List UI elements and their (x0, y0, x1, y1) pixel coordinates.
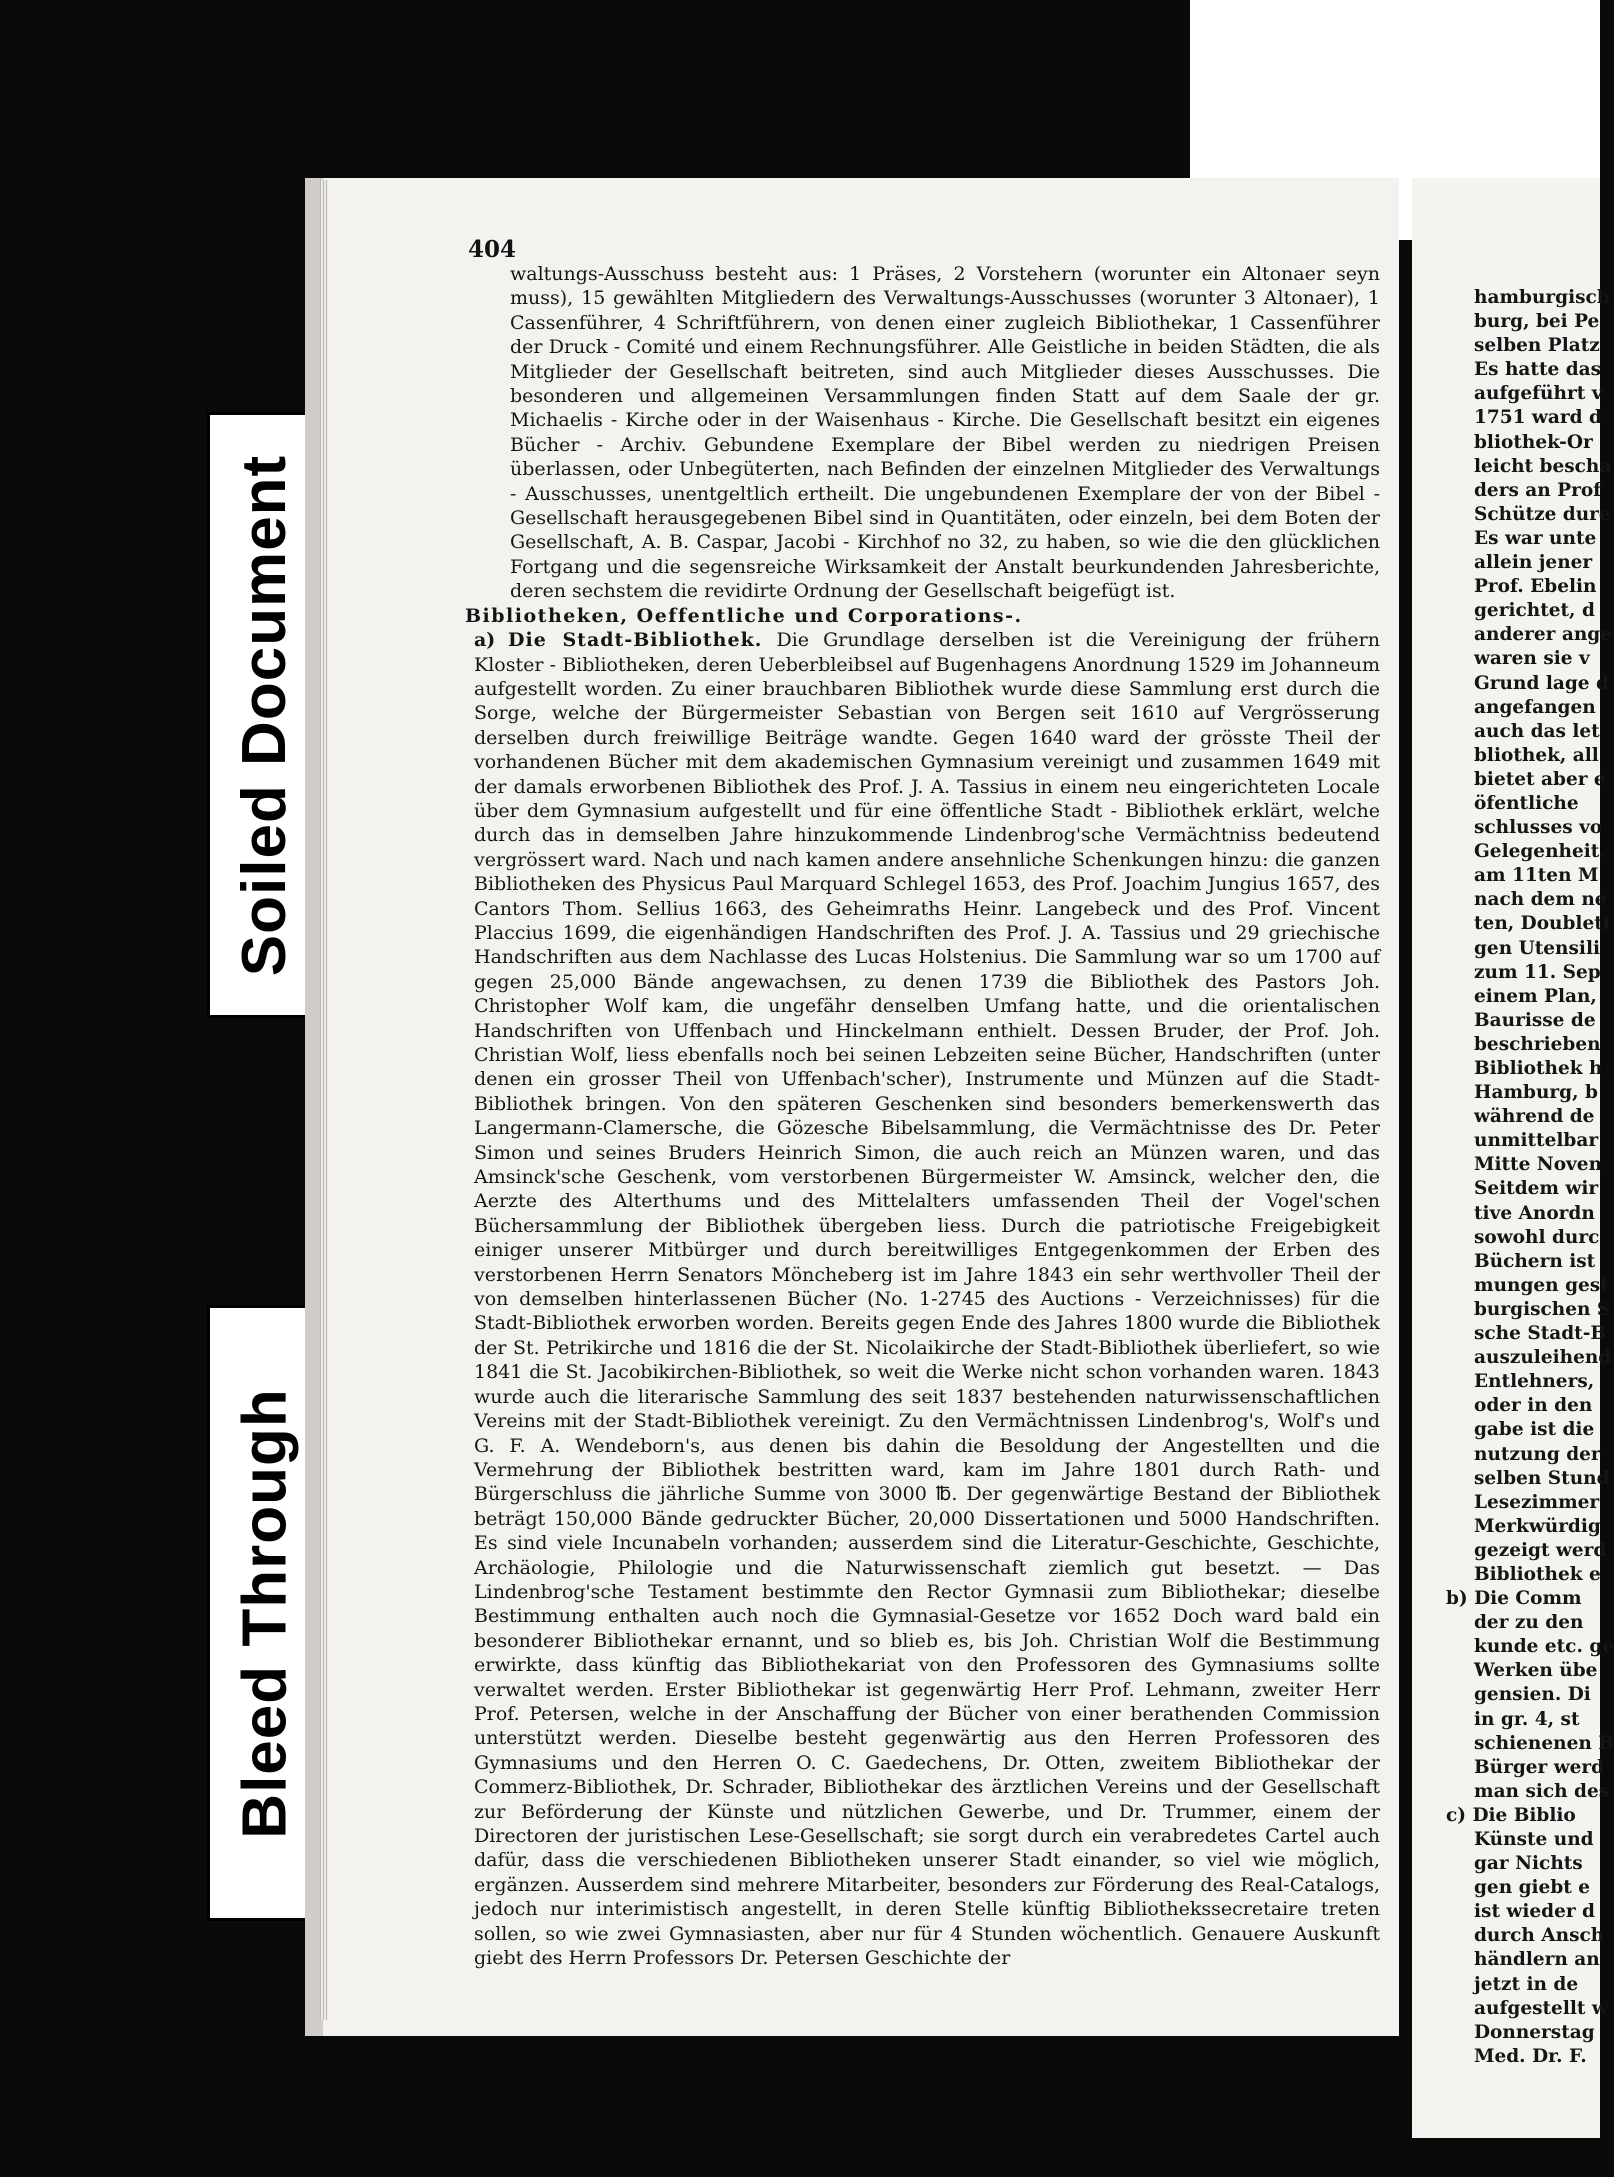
facing-page-line: schlusses vo (1474, 817, 1603, 839)
facing-page-line: öfentliche (1474, 792, 1579, 814)
page-text (465, 262, 1380, 1970)
facing-page-line: burgischen S (1474, 1298, 1611, 1320)
facing-page-line: c) Die Biblio (1446, 1804, 1576, 1826)
facing-page-line: nach dem ne (1474, 889, 1607, 911)
facing-page-line: waren sie v (1474, 648, 1590, 670)
facing-page-line: in gr. 4, st (1474, 1708, 1580, 1730)
facing-page-line: durch Ansch (1474, 1925, 1605, 1947)
facing-page-line: Merkwürdig (1474, 1515, 1601, 1537)
facing-page-line: auch das let (1474, 720, 1600, 742)
facing-page-line: gezeigt werd (1474, 1539, 1607, 1561)
facing-page-line: Werken übe (1474, 1660, 1598, 1682)
facing-page-line: ders an Prof (1474, 479, 1602, 501)
page-edge (320, 180, 328, 2020)
facing-page-line: Grund lage d (1474, 672, 1609, 694)
facing-page-line: bietet aber e (1474, 768, 1606, 790)
facing-page-line: oder in den (1474, 1395, 1593, 1417)
facing-page-line: unmittelbar (1474, 1130, 1599, 1152)
facing-page-line: sowohl durc (1474, 1226, 1600, 1248)
facing-page-line: ten, Doublett (1474, 913, 1612, 935)
facing-page-line: Seitdem wir (1474, 1178, 1599, 1200)
facing-page-line: gensien. Di (1474, 1684, 1591, 1706)
facing-page-line: b) Die Comm (1446, 1588, 1582, 1610)
facing-page-text (1446, 286, 1614, 2069)
facing-page-line: Prof. Ebelin (1474, 576, 1597, 598)
item-lead: Die Stadt-Bibliothek. (508, 629, 763, 652)
facing-page-line: der zu den (1474, 1612, 1584, 1634)
facing-page-line: anderer ange (1474, 624, 1612, 646)
facing-page-line: mungen gest (1474, 1274, 1609, 1296)
facing-page-line: gabe ist die (1474, 1419, 1595, 1441)
facing-page-line: aufgestellt w (1474, 1997, 1608, 2019)
facing-page-line: schienenen B (1474, 1732, 1614, 1754)
soiled-document-text: Soiled Document (230, 454, 300, 976)
facing-page-line: man sich des (1474, 1780, 1610, 1802)
facing-page-line: Hamburg, b (1474, 1082, 1598, 1104)
facing-page-line: ist wieder d (1474, 1901, 1595, 1923)
facing-page-line: tive Anordn (1474, 1202, 1595, 1224)
facing-page (1412, 178, 1614, 2138)
facing-page-line: Schütze dure (1474, 503, 1611, 525)
facing-page-line: beschrieben (1474, 1033, 1601, 1055)
facing-page-line: hamburgisch (1474, 287, 1611, 308)
section-heading: Bibliotheken, Oeffentliche und Corporations-. (465, 604, 1023, 627)
facing-page-line: Gelegenheit. (1474, 841, 1606, 863)
facing-page-line: Bürger werd (1474, 1756, 1605, 1778)
facing-page-line: Es war unte (1474, 527, 1597, 549)
facing-page-line: leicht bescha (1474, 455, 1612, 477)
facing-page-line: Med. Dr. F. (1474, 2045, 1587, 2067)
item-text: Die Grundlage derselben ist die Vereinigung der frühern Kloster - Bibliotheken, deren Ueberbleibsel auf Bugenhagens Anordnung 1529 im Johanneum aufgestellt worden. Zu einer brauchbaren Bibliothek wurde diese Sammlung erst durch die Sorge, welche der Bürgermeister Sebastian von Bergen seit 1610 auf Vergrösserung derselben durch freiwillige Beiträge wandte. Gegen 1640 ward der grösste Theil der vorhandenen Bücher mit dem akademischen Gymnasium vereinigt und zusammen 1649 mit der damals erworbenen Bibliothek des Prof. J. A. Tassius in einem neu eingerichteten Locale über dem Gymnasium aufgestellt und für eine öffentliche Stadt - Bibliothek erklärt, welche durch das in demselben Jahre hinzukommende Lindenbrog'sche Vermächtniss bedeutend vergrössert ward. Nach und nach kamen andere ansehnliche Schenkungen hinzu: die ganzen Bibliotheken des Physicus Paul Marquard Schlegel 1653, des Prof. Joachim Jungius 1657, des Cantors Thom. Sellius 1663, des Geheimraths Heinr. Langebeck und des Prof. Vincent Placcius 1699, die eigenhändigen Handschriften des Prof. J. A. Tassius und 29 griechische Handschriften aus dem Nachlasse des Lucas Holstenius. Die Sammlung war so um 1700 auf gegen 25,000 Bände angewachsen, zu denen 1739 die Bibliothek des Pastors Joh. Christopher Wolf kam, die ungefähr denselben Umfang hatte, und die orientalischen Handschriften von Uffenbach und Hinckelmann enthielt. Dessen Bruder, der Prof. Joh. Christian Wolf, liess ebenfalls noch bei seinen Lebzeiten seine Bücher, Handschriften (unter denen ein grosser Theil von Uffenbach'scher), Instrumente und Münzen auf die Stadt-Bibliothek bringen. Von den späteren Geschenken sind besonders bemerkenswerth das Langermann-Clamersche, die Gözesche Bibelsammlung, die Vermächtnisse des Dr. Peter Simon und seines Bruders Heinrich Simon, die auch reich an Münzen waren, und das Amsinck'sche Geschenk, vom verstorbenen Bürgermeister W. Amsinck, welcher den, die Aerzte des Alterthums und des Mittelalters umfassenden Theil der Vogel'schen Büchersammlung der Bibliothek übergeben liess. Durch die patriotische Freigebigkeit einiger unserer Mitbürger und durch bereitwilliges Entgegenkommen der Erben des verstorbenen Herrn Senators Möncheberg ist im Jahre 1843 ein sehr werthvoller Theil der von demselben hinterlassenen Bücher (No. 1-2745 des Auctions - Verzeichnisses) für die Stadt-Bibliothek erworben worden. Bereits gegen Ende des Jahres 1800 wurde die Bibliothek der St. Petrikirche und 1816 die der St. Nicolaikirche der Stadt-Bibliothek überliefert, so wie 1841 die St. Jacobikirchen-Bibliothek, so weit die Werke nicht schon vorhanden waren. 1843 wurde auch die literarische Sammlung des seit 1837 bestehenden naturwissenschaftlichen Vereins mit der Stadt-Bibliothek vereinigt. Zu den Vermächtnissen Lindenbrog's, Wolf's und G. F. A. Wendeborn's, aus denen bis dahin die Besoldung der Angestellten und die Vermehrung der Bibliothek bestritten ward, kam im Jahre 1801 durch Rath- und Bürgerschluss die jährliche Summe von 3000 ℔. Der gegenwärtige Bestand der Bibliothek beträgt 150,000 Bände gedruckter Bücher, 20,000 Dissertationen und 5000 Handschriften. Es sind viele Incunabeln vorhanden; ausserdem sind die Literatur-Geschichte, Geschichte, Archäologie, Philologie und die Naturwissenschaft ziemlich gut besetzt. — Das Lindenbrog'sche Testament bestimmte den Rector Gymnasii zum Bibliothekar; dieselbe Bestimmung enthalten auch noch die Gymnasial-Gesetze vor 1652 Doch ward bald ein besonderer Bibliothekar ernannt, und so blieb es, bis Joh. Christian Wolf die Bestimmung erwirkte, dass künftig das Bibliothekariat von den Professoren des Gymnasiums sollte verwaltet werden. Erster Bibliothekar ist gegenwärtig Herr Prof. Lehmann, zweiter Herr Prof. Petersen, welche in der Anschaffung der Bücher von einer berathenden Commission unterstützt werden. Dieselbe besteht gegenwärtig aus den Herren Professoren des Gymnasiums und den Herren O. C. Gaedechens, Dr. Otten, zweitem Bibliothekar der Commerz-Bibliothek, Dr. Schrader, Bibliothekar des ärztlichen Vereins und der Gesellschaft zur Beförderung der Künste und nützlichen Gewerbe, und Dr. Trummer, einem der Directoren der juristischen Lese-Gesellschaft; sie sorgt durch ein verabredetes Cartel auch dafür, dass die verschiedenen Bibliotheken unserer Stadt einander, so viel wie möglich, ergänzen. Ausserdem sind mehrere Mitarbeiter, besonders zur Förderung des Real-Catalogs, jedoch nur interimistisch angestellt, in deren Stelle künftig Bibliothekssecretaire treten sollen, so wie zwei Gymnasiasten, aber nur für 4 Stunden wöchentlich. Genauere Auskunft giebt des Herrn Professors Dr. Petersen Geschichte der (474, 629, 1380, 1970)
facing-page-line: 1751 ward d (1474, 407, 1602, 429)
facing-page-line: händlern an (1474, 1949, 1600, 1971)
page-number: 404 (468, 236, 517, 263)
facing-page-line: gar Nichts (1474, 1853, 1583, 1875)
facing-page-line: allein jener (1474, 552, 1593, 574)
facing-page-line: Bibliothek e (1474, 1563, 1601, 1585)
facing-page-line: gerichtet, d (1474, 600, 1595, 622)
facing-page-line: burg, bei Pe (1474, 311, 1600, 333)
facing-page-line: Donnerstag (1474, 2021, 1595, 2043)
facing-page-line: jetzt in de (1474, 1973, 1579, 1995)
facing-page-line: zum 11. Sep (1474, 961, 1601, 983)
facing-page-line: Baurisse de (1474, 1009, 1596, 1031)
facing-page-line: Entlehners, (1474, 1371, 1595, 1393)
facing-page-line: gen Utensili (1474, 937, 1600, 959)
facing-page-line: angefangen (1474, 696, 1596, 718)
facing-page-line: aufgeführt v (1474, 383, 1603, 405)
facing-page-line: Bibliothek h (1474, 1058, 1603, 1079)
list-item-a (474, 628, 1380, 1970)
item-marker: a) (474, 629, 496, 652)
facing-page-line: auszuleihend (1474, 1347, 1612, 1369)
facing-page-line: am 11ten M (1474, 865, 1599, 887)
facing-page-line: Es hatte das (1474, 359, 1602, 381)
facing-page-line: Mitte Noven (1474, 1154, 1603, 1176)
facing-page-line: gen giebt e (1474, 1877, 1591, 1899)
facing-page-line: nutzung der (1474, 1443, 1601, 1465)
facing-page-line: während de (1474, 1106, 1595, 1128)
facing-page-line: Lesezimmer (1474, 1491, 1600, 1513)
bleed-through-text: Bleed Through (230, 1387, 300, 1839)
facing-page-line: sche Stadt-B (1474, 1323, 1607, 1345)
paragraph-bible-society: waltungs-Ausschuss besteht aus: 1 Präses, 2 Vorstehern (worunter ein Altonaer seyn muss), 15 gewählten Mitgliedern des Verwaltungs-Ausschusses (worunter 3 Altonaer), 1 Cassenführer, 4 Schriftführern, von denen einer zugleich Bibliothekar, 1 Cassenführer der Druck - Comité und einem Rechnungsführer. Alle Geistliche in beiden Städten, die als Mitglieder der Gesellschaft beitreten, sind auch Mitglieder dieses Ausschusses. Die besonderen und allgemeinen Versammlungen finden Statt auf dem Saale der gr. Michaelis - Kirche oder in der Waisenhaus - Kirche. Die Gesellschaft besitzt ein eigenes Bücher - Archiv. Gebundene Exemplare der Bibel werden zu niedrigen Preisen überlassen, oder Unbegüterten, nach Befinden der einzelnen Mitglieder des Verwaltungs - Ausschusses, unentgeltlich ertheilt. Die ungebundenen Exemplare der von der Bibel - Gesellschaft herausgegebenen Bibel sind in Quantitäten, oder einzeln, bei dem Boten der Gesellschaft, A. B. Caspar, Jacobi - Kirchhof no 32, zu haben, so wie die den glücklichen Fortgang und die segensreiche Wirksamkeit der Anstalt beurkundenden Jahresberichte, deren sechstem die revidirte Ordnung der Gesellschaft beigefügt ist. (510, 263, 1380, 603)
facing-page-line: bliothek-Or (1474, 431, 1593, 453)
facing-page-line: Büchern ist (1474, 1250, 1596, 1272)
facing-page-line: kunde etc. ge (1474, 1636, 1614, 1658)
facing-page-line: Künste und (1474, 1829, 1594, 1850)
facing-page-line: selben Platz (1474, 335, 1600, 357)
facing-page-line: einem Plan, (1474, 985, 1597, 1007)
facing-page-line: selben Stund (1474, 1467, 1610, 1489)
facing-page-line: bliothek, all (1474, 744, 1599, 766)
